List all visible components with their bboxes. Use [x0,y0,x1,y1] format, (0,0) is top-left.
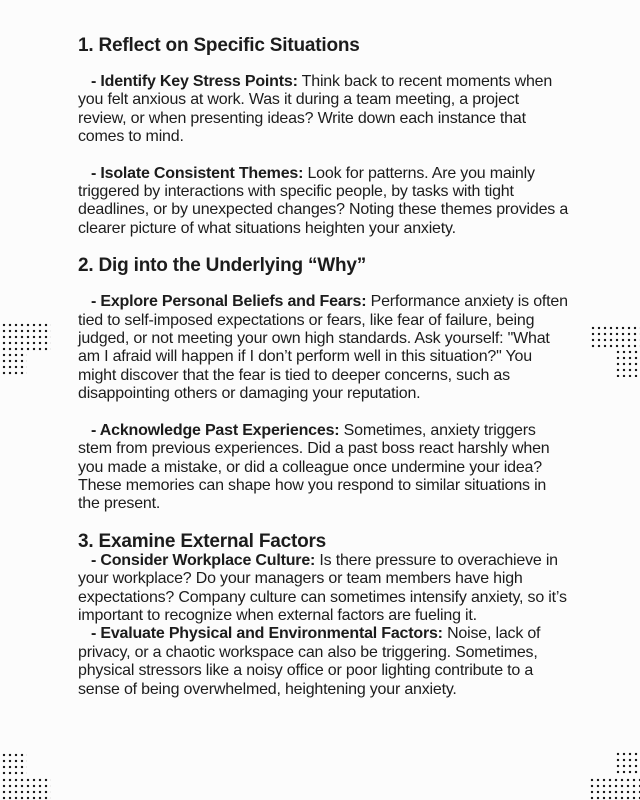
bullet-label: - Identify Key Stress Points: [91,73,298,90]
section-reflect [78,36,570,238]
section-heading: 1. Reflect on Specific Situations [78,35,360,56]
bullet-text: Noise, lack of privacy, or a chaotic workspace can also be triggering. Sometimes, physical stressors like a noisy office or poor lighting contribute to a sense of being overwhelmed, heightening your anxiety. [78,625,541,698]
bullet-text: Think back to recent moments when you felt anxious at work. Was it during a team meeting, a project review, or when presenting ideas? Write down each instance that comes to mind. [78,73,553,146]
bullet-item [78,422,570,514]
bullet-label: - Evaluate Physical and Environmental Factors: [91,625,443,643]
bullet-label: - Acknowledge Past Experiences: [91,421,340,439]
section-dig-why [78,256,570,513]
bullet-item [78,165,570,239]
section-external-factors [78,532,570,699]
section-heading: 3. Examine External Factors [78,530,327,552]
bullet-item [78,625,570,699]
bullet-text: Is there pressure to overachieve in your workplace? Do your managers or team members have high expectations? Company culture can sometimes intensify anxiety, so it’s important to recognize when external factors are fueling it. [78,551,567,624]
bullet-text: Performance anxiety is often tied to self-imposed expectations or fears, like fear of failure, being judged, or not meeting your own high standards. Ask yourself: "What am I afraid will happen if I don’t perform well in this situation?" You might discover that the fear is tied to deeper concerns, such as disappointing others or damaging your reputation. [78,293,568,403]
bullet-item [78,293,570,403]
bullet-item [78,73,570,147]
bullet-label: - Isolate Consistent Themes: [91,164,304,182]
bullet-label: - Explore Personal Beliefs and Fears: [91,293,367,311]
bullet-text: Look for patterns. Are you mainly triggered by interactions with specific people, by tasks with tight deadlines, or by unexpected changes? Noting these themes provides a clearer picture of what situations heighten your anxiety. [78,164,569,237]
bullet-label: - Consider Workplace Culture: [91,551,316,569]
section-heading: 2. Dig into the Underlying “Why” [78,255,367,277]
bullet-item [78,552,570,626]
bullet-text: Sometimes, anxiety triggers stem from previous experiences. Did a past boss react harshly when you made a mistake, or did a colleague once undermine your idea? These memories can shape how you respond to similar situations in the present. [78,421,550,513]
